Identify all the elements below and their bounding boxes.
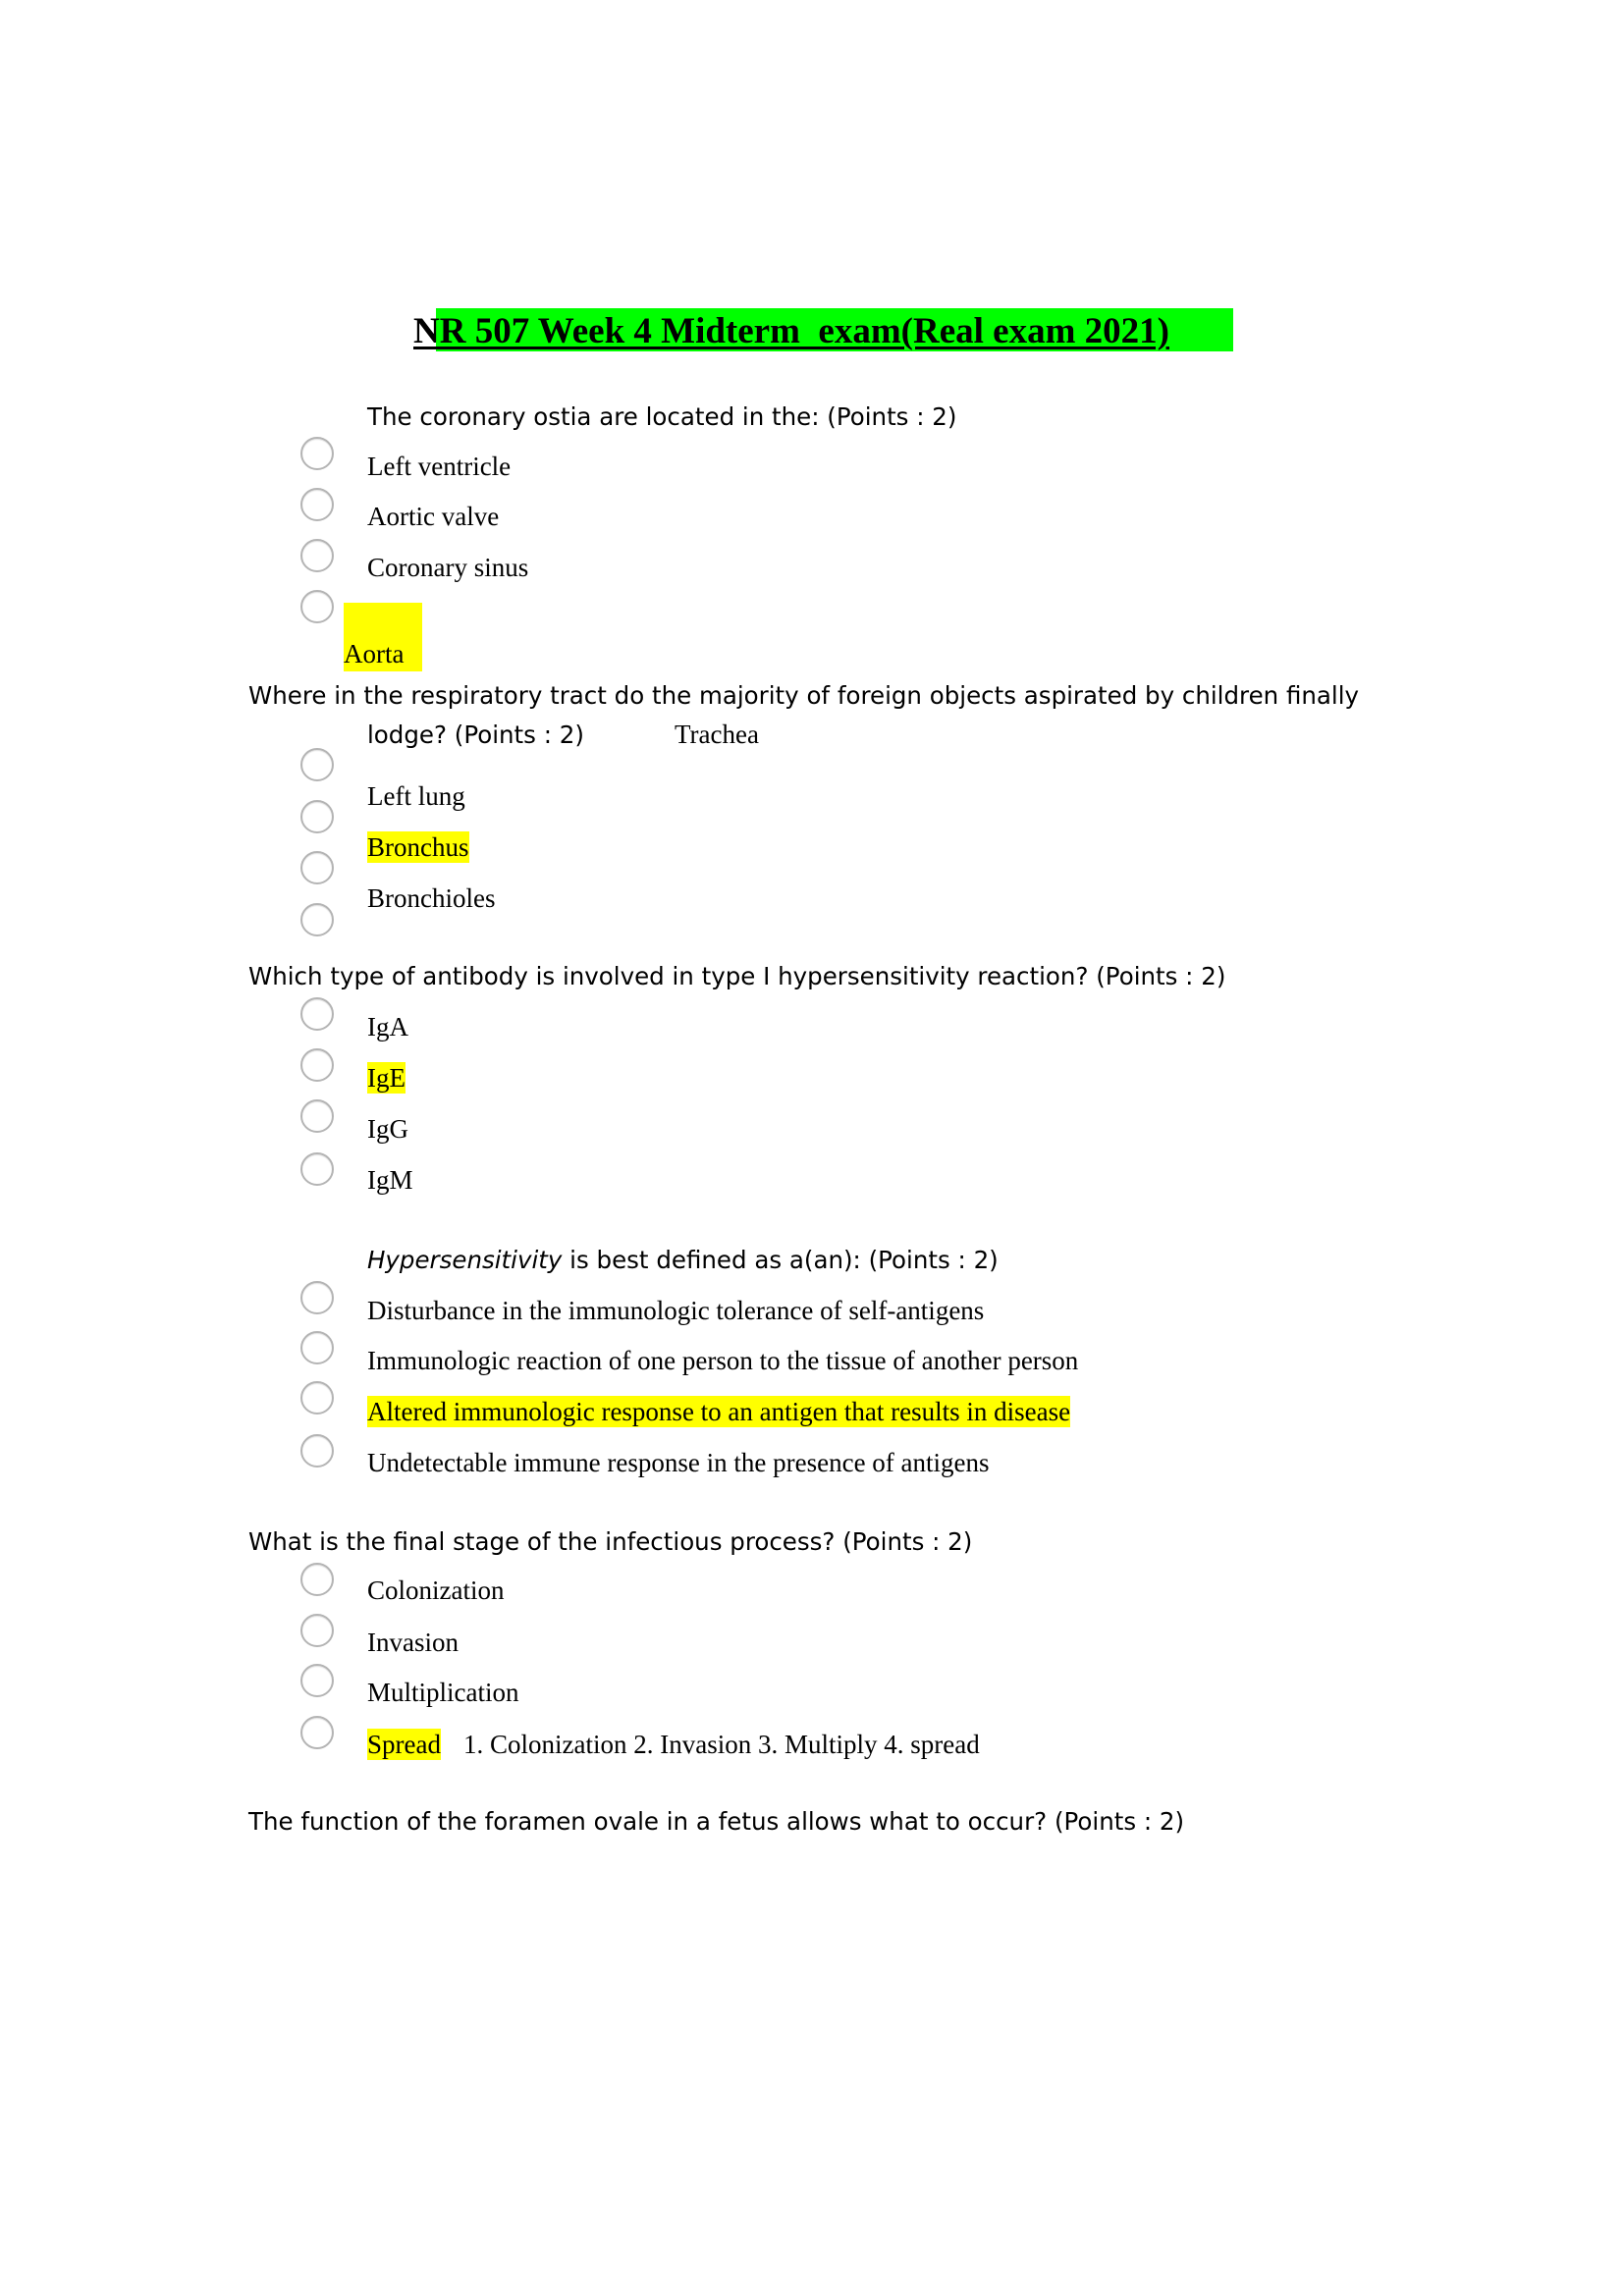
- radio-q3-option-4[interactable]: [300, 1152, 334, 1186]
- radio-q2-option-2[interactable]: [300, 800, 334, 833]
- radio-q1-option-3[interactable]: [300, 539, 334, 572]
- q2-option-4: Bronchioles: [367, 883, 496, 913]
- q1-option-3: Coronary sinus: [367, 553, 529, 582]
- page-title: NR 507 Week 4 Midterm exam(Real exam 2021): [413, 311, 1169, 351]
- q3-option-4: IgM: [367, 1165, 413, 1195]
- q2-option-1: Trachea: [675, 720, 759, 749]
- q1-option-1: Left ventricle: [367, 452, 512, 481]
- radio-q2-option-4[interactable]: [300, 903, 334, 936]
- radio-q3-option-1[interactable]: [300, 997, 334, 1031]
- q4-option-2: Immunologic reaction of one person to the tissue of another person: [367, 1346, 1079, 1375]
- radio-q4-option-2[interactable]: [300, 1331, 334, 1364]
- question-6-text: The function of the foramen ovale in a fetus allows what to occur? (Points : 2): [248, 1807, 1185, 1836]
- radio-q3-option-2[interactable]: [300, 1048, 334, 1082]
- radio-q5-option-1[interactable]: [300, 1563, 334, 1596]
- q5-option-3: Multiplication: [367, 1678, 519, 1707]
- question-1-text: The coronary ostia are located in the: (Points : 2): [367, 402, 957, 431]
- q4-option-4: Undetectable immune response in the presence of antigens: [367, 1448, 990, 1477]
- q5-option-2: Invasion: [367, 1628, 459, 1657]
- radio-q1-option-2[interactable]: [300, 488, 334, 521]
- radio-q5-option-3[interactable]: [300, 1664, 334, 1697]
- q3-option-2-correct: IgE: [367, 1063, 406, 1093]
- radio-q2-option-1[interactable]: [300, 748, 334, 781]
- radio-q3-option-3[interactable]: [300, 1099, 334, 1133]
- q2-option-3-correct: Bronchus: [367, 832, 469, 862]
- radio-q5-option-2[interactable]: [300, 1614, 334, 1647]
- question-3-text: Which type of antibody is involved in type I hypersensitivity reaction? (Points : 2): [248, 962, 1226, 990]
- q2-option-2: Left lung: [367, 781, 465, 811]
- q5-option-1: Colonization: [367, 1575, 505, 1605]
- radio-q4-option-4[interactable]: [300, 1434, 334, 1468]
- question-2-text-line1: Where in the respiratory tract do the majority of foreign objects aspirated by children finally: [248, 681, 1360, 710]
- radio-q4-option-1[interactable]: [300, 1281, 334, 1314]
- question-4-text-rest: is best defined as a(an): (Points : 2): [562, 1246, 999, 1274]
- radio-q1-option-1[interactable]: [300, 437, 334, 470]
- question-5-text: What is the final stage of the infectious process? (Points : 2): [248, 1527, 973, 1556]
- radio-q5-option-4[interactable]: [300, 1716, 334, 1749]
- q3-option-1: IgA: [367, 1012, 408, 1041]
- q5-answer-note: 1. Colonization 2. Invasion 3. Multiply 4. spread: [463, 1730, 980, 1759]
- radio-q1-option-4[interactable]: [300, 590, 334, 623]
- q5-option-4-correct: Spread: [367, 1730, 441, 1759]
- radio-q4-option-3[interactable]: [300, 1381, 334, 1415]
- q1-option-4-correct: Aorta: [344, 639, 405, 668]
- question-2-text-line2: lodge? (Points : 2): [367, 721, 584, 749]
- q4-option-1: Disturbance in the immunologic tolerance of self-antigens: [367, 1296, 985, 1325]
- q3-option-3: IgG: [367, 1114, 408, 1144]
- radio-q2-option-3[interactable]: [300, 851, 334, 884]
- question-4-text: [367, 1246, 999, 1275]
- q4-option-3-correct: Altered immunologic response to an antigen that results in disease: [367, 1397, 1071, 1426]
- question-4-italic-term: Hypersensitivity: [367, 1246, 563, 1274]
- q1-option-2: Aortic valve: [367, 502, 500, 531]
